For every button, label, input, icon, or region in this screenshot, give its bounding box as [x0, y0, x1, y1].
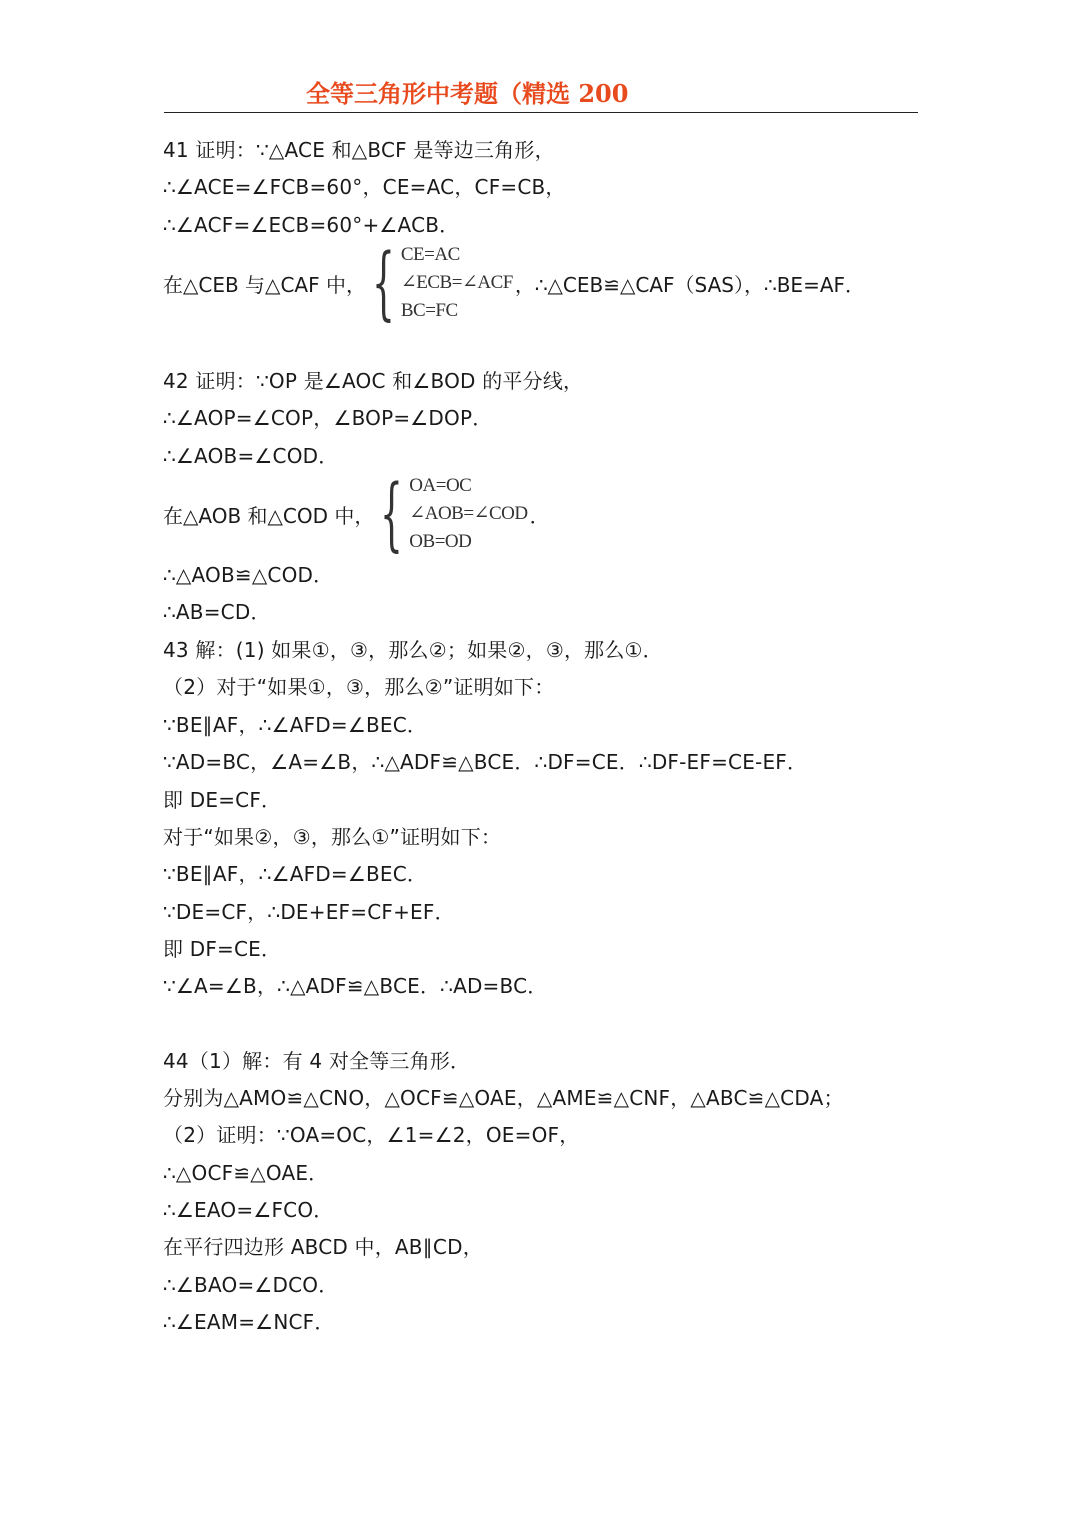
system-row: CE=AC: [400, 244, 460, 265]
text-line: 分别为△AMO≌△CNO，△OCF≌△OAE，△AME≌△CNF，△ABC≌△CDA；: [163, 1086, 844, 1110]
proof-41-system-line: [163, 236, 866, 329]
system-row: OB=OD: [409, 531, 472, 552]
text-line: 42 证明：∵OP 是∠AOC 和∠BOD 的平分线，: [163, 369, 584, 393]
text-line: （2）证明：∵OA=OC，∠1=∠2，OE=OF，: [163, 1123, 580, 1147]
text-line: ∴∠EAM=∠NCF．: [163, 1310, 335, 1334]
title-divider: [164, 112, 918, 113]
left-brace-icon: {: [371, 236, 395, 329]
text-line: 43 解：(1) 如果①，③，那么②；如果②，③，那么①．: [163, 638, 663, 662]
text-line: ∵BE∥AF，∴∠AFD=∠BEC．: [163, 713, 428, 737]
text-line: ∵∠A=∠B，∴△ADF≌△BCE．∴AD=BC．: [163, 974, 548, 998]
text-line: ∴△AOB≌△COD．: [163, 563, 334, 587]
left-brace-icon: {: [380, 467, 404, 560]
text-line: 即 DF=CE．: [163, 937, 282, 961]
text-line: ∵AD=BC，∠A=∠B，∴△ADF≌△BCE．∴DF=CE．∴DF-EF=CE-EF．: [163, 750, 808, 774]
system-row: ∠ECB=∠ACF: [400, 272, 513, 293]
system-row: ∠AOB=∠COD: [409, 503, 528, 524]
text-line: ∴AB=CD．: [163, 600, 271, 624]
text-line: ∵DE=CF，∴DE+EF=CF+EF．: [163, 900, 455, 924]
text-line: 44（1）解：有 4 对全等三角形．: [163, 1049, 471, 1073]
text-line: ∵BE∥AF，∴∠AFD=∠BEC．: [163, 862, 428, 886]
text-line: 对于“如果②，③，那么①”证明如下：: [163, 825, 502, 849]
text-line: ∴∠ACF=∠ECB=60°+∠ACB．: [163, 213, 460, 237]
system-suffix: ．: [529, 503, 550, 528]
system-prefix: 在△CEB 与△CAF 中，: [163, 272, 366, 297]
text-line: 在平行四边形 ABCD 中，AB∥CD，: [163, 1235, 483, 1259]
text-line: 41 证明：∵△ACE 和△BCF 是等边三角形，: [163, 138, 555, 162]
text-line: ∴∠AOB=∠COD．: [163, 444, 339, 468]
page-title: 全等三角形中考题（精选 200: [306, 79, 629, 108]
system-prefix: 在△AOB 和△COD 中，: [163, 503, 375, 528]
text-line: 即 DE=CF．: [163, 788, 282, 812]
text-line: ∴∠ACE=∠FCB=60°，CE=AC，CF=CB，: [163, 175, 566, 199]
equation-system: [368, 236, 513, 329]
text-line: ∴∠EAO=∠FCO．: [163, 1198, 334, 1222]
equation-system: [376, 467, 528, 560]
proof-42-system-line: [163, 467, 550, 560]
text-line: （2）对于“如果①，③，那么②”证明如下：: [163, 675, 555, 699]
text-line: ∴∠BAO=∠DCO．: [163, 1273, 339, 1297]
system-row: OA=OC: [409, 475, 472, 496]
system-row: BC=FC: [400, 300, 458, 321]
text-line: ∴△OCF≌△OAE．: [163, 1161, 329, 1185]
text-line: ∴∠AOP=∠COP，∠BOP=∠DOP．: [163, 406, 493, 430]
system-suffix: ，∴△CEB≌△CAF（SAS），∴BE=AF．: [514, 272, 866, 297]
